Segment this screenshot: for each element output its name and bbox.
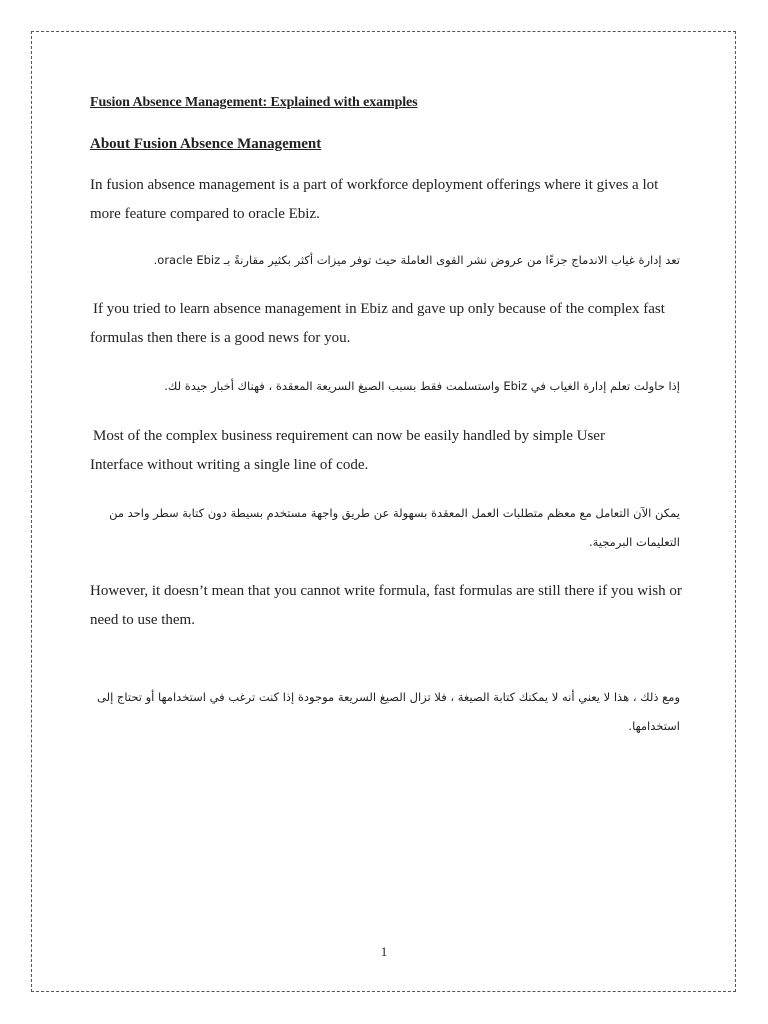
paragraph-ar-2: إذا حاولت تعلم إدارة الغياب في Ebiz واستسلمت فقط بسبب الصيغ السريعة المعقدة ، فهناك أخبار جيدة لك. bbox=[164, 379, 680, 393]
paragraph-ar-1: تعد إدارة غياب الاندماج جزءًا من عروض نشر القوى العاملة حيث توفر ميزات أكثر بكثير مقارنةً بـ oracle Ebiz. bbox=[153, 253, 680, 267]
paragraph-en-1: In fusion absence management is a part of workforce deployment offerings where it gives a lot more feature compared to oracle Ebiz. bbox=[90, 177, 659, 222]
paragraph-en-4: However, it doesn’t mean that you cannot write formula, fast formulas are still there if you wish or need to use them. bbox=[90, 583, 682, 628]
paragraph-ar-4: ومع ذلك ، هذا لا يعني أنه لا يمكنك كتابة الصيغة ، فلا تزال الصيغ السريعة موجودة إذا كنت ترغب في استخدامها أو تحتاج إلى استخدامها. bbox=[96, 690, 680, 733]
document-title: Fusion Absence Management: Explained with examples bbox=[90, 95, 418, 110]
section-heading: About Fusion Absence Management bbox=[90, 136, 322, 152]
page-number: 1 bbox=[380, 944, 388, 959]
paragraph-en-3: Most of the complex business requirement can now be easily handled by simple User Interface without writing a single line of code. bbox=[90, 428, 605, 473]
paragraph-ar-3: يمكن الآن التعامل مع معظم متطلبات العمل المعقدة بسهولة عن طريق واجهة مستخدم بسيطة دون كتابة سطر واحد من التعليمات البرمجية. bbox=[109, 506, 680, 549]
paragraph-en-2: If you tried to learn absence management in Ebiz and gave up only because of the complex fast formulas then there is a good news for you. bbox=[90, 301, 665, 346]
